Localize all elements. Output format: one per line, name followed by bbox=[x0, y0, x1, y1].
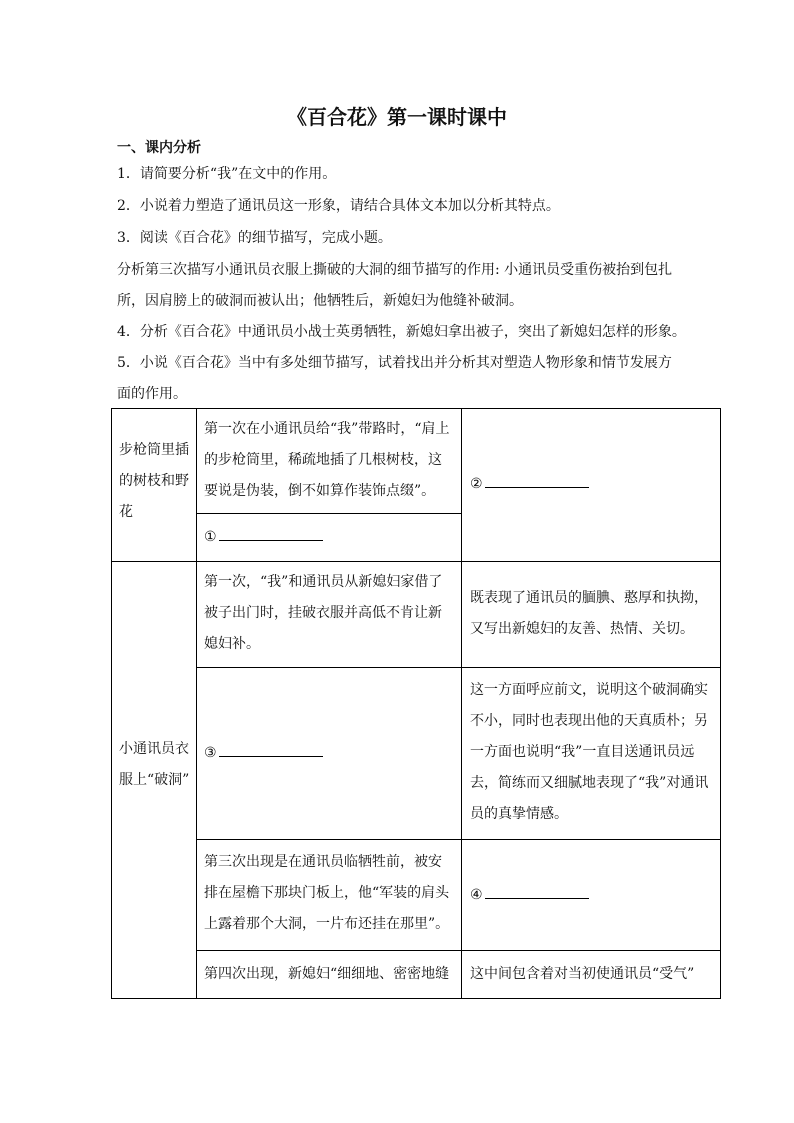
blank-line bbox=[485, 880, 589, 899]
table-border-right bbox=[720, 408, 721, 999]
page-title: 《百合花》第一课时课中 bbox=[287, 105, 507, 129]
detail-analysis-table bbox=[111, 408, 722, 999]
row-label-uniform-hole: 小通讯员衣服上“破洞” bbox=[119, 741, 190, 788]
table-border-bottom bbox=[111, 998, 721, 999]
table-cell-detail: 第一次在小通讯员给“我”带路时，“肩上的步枪筒里，稀疏地插了几根树枝，这要说是伪装，倒不如算作装饰点缀”。 bbox=[204, 421, 450, 499]
table-cell-detail: 第四次出现，新媳妇“细细地、密密地缝 bbox=[204, 966, 450, 982]
blank-marker: ② bbox=[470, 476, 483, 492]
table-border-left bbox=[111, 408, 112, 999]
question-3-analysis-line-2: 所，因肩膀上的破洞而被认出；他牺牲后，新媳妇为他缝补破洞。 bbox=[117, 293, 523, 309]
question-4: 4．分析《百合花》中通讯员小战士英勇牺牲，新媳妇拿出被子，突出了新媳妇怎样的形象。 bbox=[117, 324, 686, 340]
question-1: 1．请简要分析“我”在文中的作用。 bbox=[117, 166, 337, 182]
blank-marker: ① bbox=[204, 529, 217, 545]
answer-blank-4[interactable] bbox=[462, 840, 720, 950]
table-cell-detail: 第一次，“我”和通讯员从新媳妇家借了被子出门时，挂破衣服并高低不肯让新媳妇补。 bbox=[204, 574, 443, 652]
blank-marker: ③ bbox=[204, 745, 217, 761]
section-heading: 一、课内分析 bbox=[117, 140, 201, 156]
answer-blank-3[interactable] bbox=[197, 668, 461, 839]
row-label-rifle-branches: 步枪筒里插的树枝和野花 bbox=[119, 442, 189, 520]
blank-line bbox=[485, 469, 589, 488]
question-5-line-2: 面的作用。 bbox=[117, 386, 187, 402]
blank-marker: ④ bbox=[470, 887, 483, 903]
question-3-analysis-line-1: 分析第三次描写小通讯员衣服上撕破的大洞的细节描写的作用: 小通讯员受重伤被抬到包扎 bbox=[117, 262, 673, 278]
table-cell-effect: 既表现了通讯员的腼腆、憨厚和执拗，又写出新媳妇的友善、热情、关切。 bbox=[470, 590, 708, 637]
table-cell-detail: 第三次出现是在通讯员临牺牲前，被安排在屋檐下那块门板上，他“军装的肩头上露着那个大洞，一片布还挂在那里”。 bbox=[204, 854, 450, 932]
table-cell-effect: 这一方面呼应前文，说明这个破洞确实不小，同时也表现出他的天真质朴；另一方面也说明“我”一直目送通讯员远去，简练而又细腻地表现了“我”对通讯员的真挚情感。 bbox=[470, 682, 709, 822]
blank-line bbox=[219, 522, 323, 541]
blank-line bbox=[219, 738, 323, 757]
question-5-line-1: 5．小说《百合花》当中有多处细节描写，试着找出并分析其对塑造人物形象和情节发展方 bbox=[117, 355, 672, 371]
answer-blank-1[interactable] bbox=[197, 514, 461, 561]
answer-blank-2[interactable] bbox=[462, 408, 720, 561]
question-2: 2．小说着力塑造了通讯员这一形象，请结合具体文本加以分析其特点。 bbox=[117, 198, 560, 214]
table-cell-effect: 这中间包含着对当初使通讯员“受气” bbox=[470, 966, 695, 982]
question-3: 3．阅读《百合花》的细节描写，完成小题。 bbox=[117, 230, 392, 246]
